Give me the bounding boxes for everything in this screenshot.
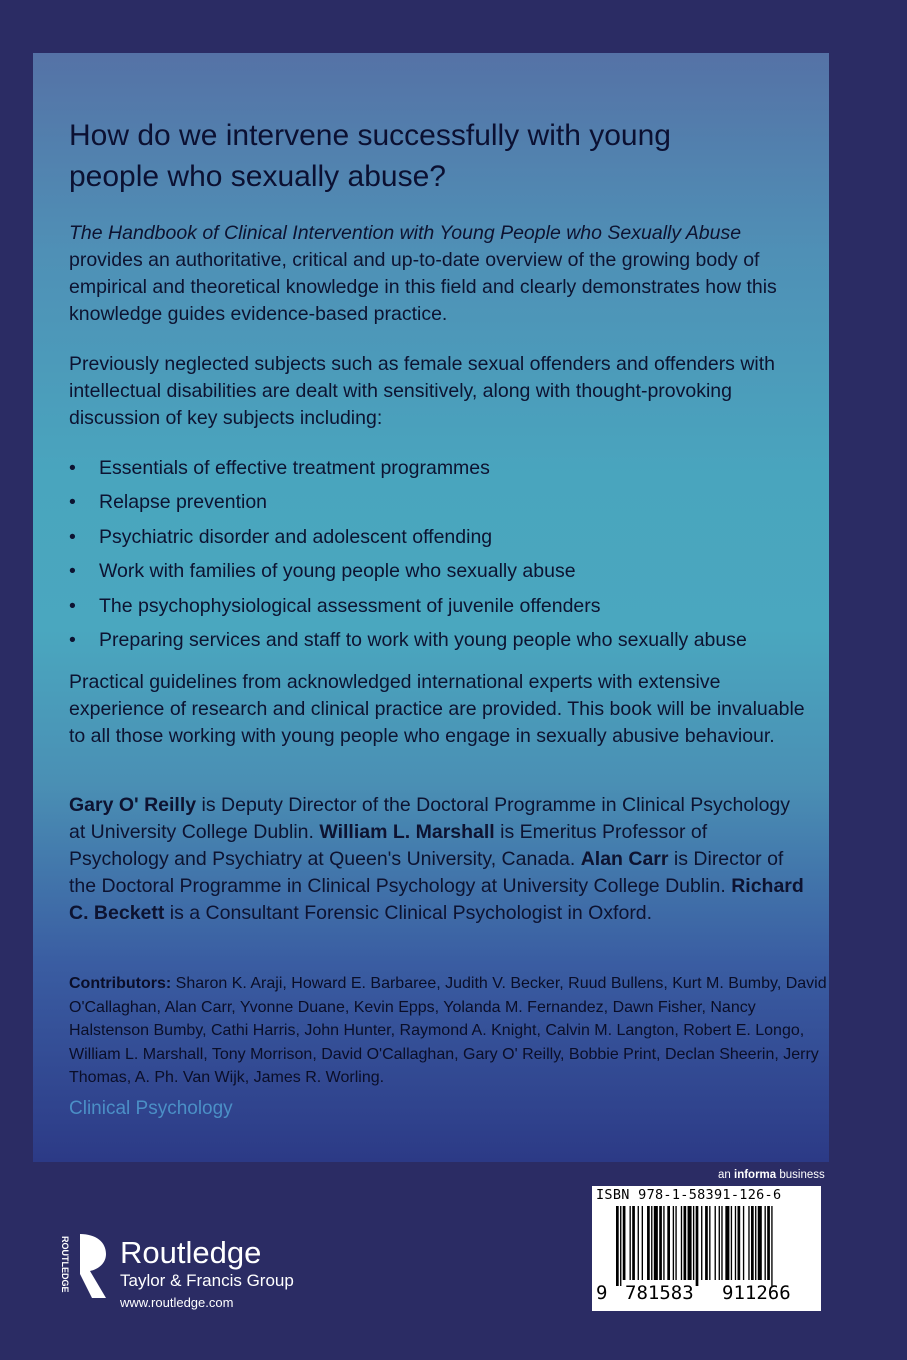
author-bio: is Emeritus Professor of Psychology and Psychiatry at Queen's University, Canada. <box>69 821 708 870</box>
list-item: • Essentials of effective treatment programmes <box>69 451 829 485</box>
book-title: The Handbook of Clinical Intervention with Young People who Sexually Abuse <box>69 222 742 244</box>
informa-tagline: an informa business <box>718 1169 825 1181</box>
author-bio: is Deputy Director of the Doctoral Programme in Clinical Psychology at University College Dublin. <box>69 794 791 843</box>
headline: How do we intervene successfully with young people who sexually abuse? <box>69 119 671 193</box>
back-cover-panel <box>33 53 829 1162</box>
list-item: • The psychophysiological assessment of juvenile offenders <box>69 589 829 623</box>
logo-vertical-text: ROUTLEDGE <box>60 1236 70 1293</box>
subjects-paragraph: Previously neglected subjects such as female sexual offenders and offenders with intellectual disabilities are dealt with sensitively, along with thought-provoking discussion of key subjects including: <box>69 353 776 429</box>
bullet-icon: • <box>69 629 76 652</box>
isbn-text: ISBN 978-1-58391-126-6 <box>596 1187 782 1203</box>
list-item: • Psychiatric disorder and adolescent offending <box>69 520 829 554</box>
intro-text: provides an authoritative, critical and up-to-date overview of the growing body of empirical and theoretical knowledge in this field and clearly demonstrates how this knowledge guides evidence-based practice. <box>69 249 777 325</box>
contributors <box>69 972 829 1090</box>
publisher-website[interactable]: www.routledge.com <box>120 1295 234 1310</box>
ean-right-group: 911266 <box>722 1282 791 1304</box>
list-item: • Relapse prevention <box>69 485 829 519</box>
list-item: • Preparing services and staff to work with young people who sexually abuse <box>69 623 829 657</box>
guidelines-paragraph: Practical guidelines from acknowledged international experts with extensive experience of research and clinical practice are provided. This book will be invaluable to all those working with young people who engage in sexually abusive behaviour. <box>69 671 805 747</box>
routledge-logo-icon <box>62 1230 112 1302</box>
key-subjects-list <box>69 451 829 657</box>
subject-category: Clinical Psychology <box>69 1098 233 1119</box>
author-name: Gary O' Reilly <box>69 794 197 816</box>
author-name: William L. Marshall <box>319 821 495 843</box>
bullet-icon: • <box>69 594 76 617</box>
barcode-bars-icon <box>616 1206 812 1286</box>
ean-left-group: 781583 <box>625 1282 694 1304</box>
bullet-icon: • <box>69 560 76 583</box>
author-name: Alan Carr <box>580 848 669 870</box>
bullet-icon: • <box>69 457 76 479</box>
list-item: • Work with families of young people who sexually abuse <box>69 554 829 588</box>
author-bio: is a Consultant Forensic Clinical Psychologist in Oxford. <box>164 902 653 924</box>
author-bios <box>69 792 809 927</box>
publisher-group: Taylor & Francis Group <box>120 1271 294 1290</box>
author-bio: is Director of the Doctoral Programme in Clinical Psychology at University College Dublin. <box>69 848 784 897</box>
contributors-list: Sharon K. Araji, Howard E. Barbaree, Judith V. Becker, Ruud Bullens, Kurt M. Bumby, David O'Callaghan, Alan Carr, Yvonne Duane, Kevin Epps, Yolanda M. Fernandez, Dawn Fisher, Nancy Halstenson Bumby, Cathi Harris, John Hunter, Raymond A. Knight, Calvin M. Langton, Robert E. Longo, William L. Marshall, Tony Morrison, David O'Callaghan, Gary O' Reilly, Bobbie Print, Declan Sheerin, Jerry Thomas, A. Ph. Van Wijk, James R. Worling. <box>69 975 827 1087</box>
bullet-icon: • <box>69 491 76 514</box>
publisher-brand <box>120 1236 294 1314</box>
contributors-label: Contributors: <box>69 975 172 992</box>
publisher-name: Routledge <box>120 1235 262 1270</box>
barcode <box>592 1186 821 1311</box>
author-name: Richard C. Beckett <box>69 875 804 924</box>
intro-paragraph <box>69 220 809 328</box>
bullet-icon: • <box>69 525 76 548</box>
ean-first-digit: 9 <box>596 1282 608 1304</box>
